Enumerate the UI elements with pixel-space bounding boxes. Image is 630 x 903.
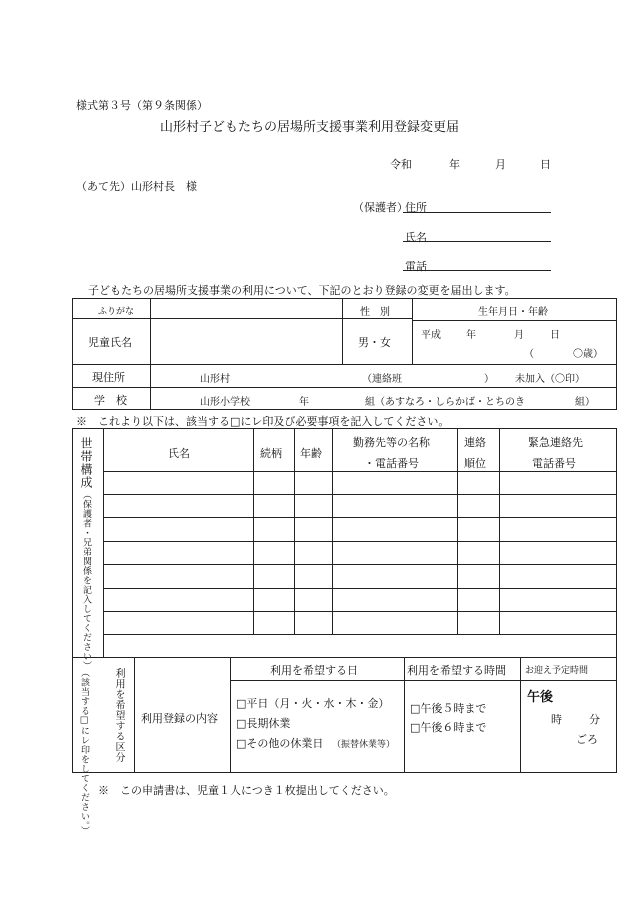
time-header: 利用を希望する時間 bbox=[407, 664, 506, 677]
col-emergency-1: 緊急連絡先 bbox=[528, 436, 583, 449]
addressee: （あて先）山形村長 様 bbox=[76, 180, 197, 193]
usage-side-title: 利用を希望する区分 bbox=[113, 668, 124, 763]
furigana-label: ふりがな bbox=[98, 307, 135, 317]
guardian-prefix: （保護者） bbox=[353, 201, 408, 214]
school-class: 組（あすなろ・しらかば・とちのき bbox=[365, 397, 525, 408]
day-option-long-holiday[interactable]: □長期休業 bbox=[236, 717, 291, 730]
col-age: 年齢 bbox=[300, 447, 322, 460]
time-option-5pm[interactable]: □午後５時まで bbox=[410, 702, 487, 715]
note-one-per-child: ※ この申請書は、児童１人につき１枚提出してください。 bbox=[98, 784, 395, 797]
group-label: （連絡班 bbox=[362, 374, 402, 385]
intro-text: 子どもたちの居場所支援事業の利用について、下記のとおり登録の変更を届出します。 bbox=[88, 284, 516, 297]
group-close: ） bbox=[484, 374, 494, 385]
date-era: 令和 bbox=[390, 158, 412, 171]
guardian-address-label: 住所 bbox=[405, 201, 427, 214]
pickup-approx: ごろ bbox=[576, 733, 598, 746]
time-option-6pm[interactable]: □午後６時まで bbox=[410, 721, 487, 734]
address-label: 現住所 bbox=[92, 371, 125, 384]
date-day: 日 bbox=[540, 158, 551, 171]
col-order-1: 連絡 bbox=[464, 436, 486, 449]
day-option-note: （振替休業等） bbox=[332, 740, 396, 750]
usage-side-note: （該当する□にレ印をしてください。） bbox=[79, 668, 89, 836]
guardian-phone-line[interactable] bbox=[403, 270, 551, 271]
col-work-2: ・電話番号 bbox=[364, 457, 419, 470]
child-name-label: 児童氏名 bbox=[88, 336, 132, 349]
guardian-address-line[interactable] bbox=[403, 212, 551, 213]
col-relation: 続柄 bbox=[260, 447, 282, 460]
address-value: 山形村 bbox=[200, 374, 230, 385]
pickup-header: お迎え予定時間 bbox=[525, 666, 589, 676]
school-value: 山形小学校 bbox=[200, 397, 250, 408]
birth-month: 月 bbox=[514, 330, 524, 341]
form-title: 山形村子どもたちの居場所支援事業利用登録変更届 bbox=[160, 120, 460, 135]
date-year: 年 bbox=[449, 158, 460, 171]
form-number: 様式第３号（第９条関係） bbox=[76, 99, 208, 112]
day-option-other-holiday[interactable]: □その他の休業日 bbox=[236, 737, 324, 750]
note-checkbox-instructions: ※ これより以下は、該当する□にレ印及び必要事項を記入してください。 bbox=[76, 415, 450, 428]
day-option-weekday[interactable]: □平日（月・火・水・木・金） bbox=[236, 697, 390, 710]
school-label: 学 校 bbox=[94, 394, 127, 407]
birth-era: 平成 bbox=[421, 330, 441, 341]
gender-label: 性 別 bbox=[360, 307, 390, 318]
col-name: 氏名 bbox=[168, 447, 190, 460]
col-emergency-2: 電話番号 bbox=[532, 457, 576, 470]
unjoined-label[interactable]: 未加入（〇印） bbox=[515, 374, 585, 385]
birth-day: 日 bbox=[550, 330, 560, 341]
days-header: 利用を希望する日 bbox=[270, 664, 358, 677]
col-order-2: 順位 bbox=[464, 457, 486, 470]
col-work-1: 勤務先等の名称 bbox=[353, 436, 430, 449]
pickup-minute: 分 bbox=[589, 713, 600, 726]
usage-content-label: 利用登録の内容 bbox=[141, 712, 218, 725]
gender-options[interactable]: 男・女 bbox=[358, 336, 391, 349]
age-close: 〇歳） bbox=[573, 349, 603, 360]
birth-year: 年 bbox=[466, 330, 476, 341]
birth-label: 生年月日・年齢 bbox=[478, 307, 548, 318]
age-open: （ bbox=[524, 349, 534, 360]
guardian-name-line[interactable] bbox=[403, 241, 551, 242]
school-class-end: 組） bbox=[575, 397, 595, 408]
guardian-phone-label: 電話 bbox=[405, 260, 427, 273]
pickup-pm: 午後 bbox=[527, 690, 554, 705]
date-month: 月 bbox=[495, 158, 506, 171]
guardian-name-label: 氏名 bbox=[405, 231, 427, 244]
household-side-note: （保護者・兄弟関係を記入してください） bbox=[81, 490, 91, 671]
household-side-title: 世帯構成 bbox=[79, 437, 93, 489]
pickup-hour: 時 bbox=[551, 713, 562, 726]
school-year: 年 bbox=[299, 397, 309, 408]
